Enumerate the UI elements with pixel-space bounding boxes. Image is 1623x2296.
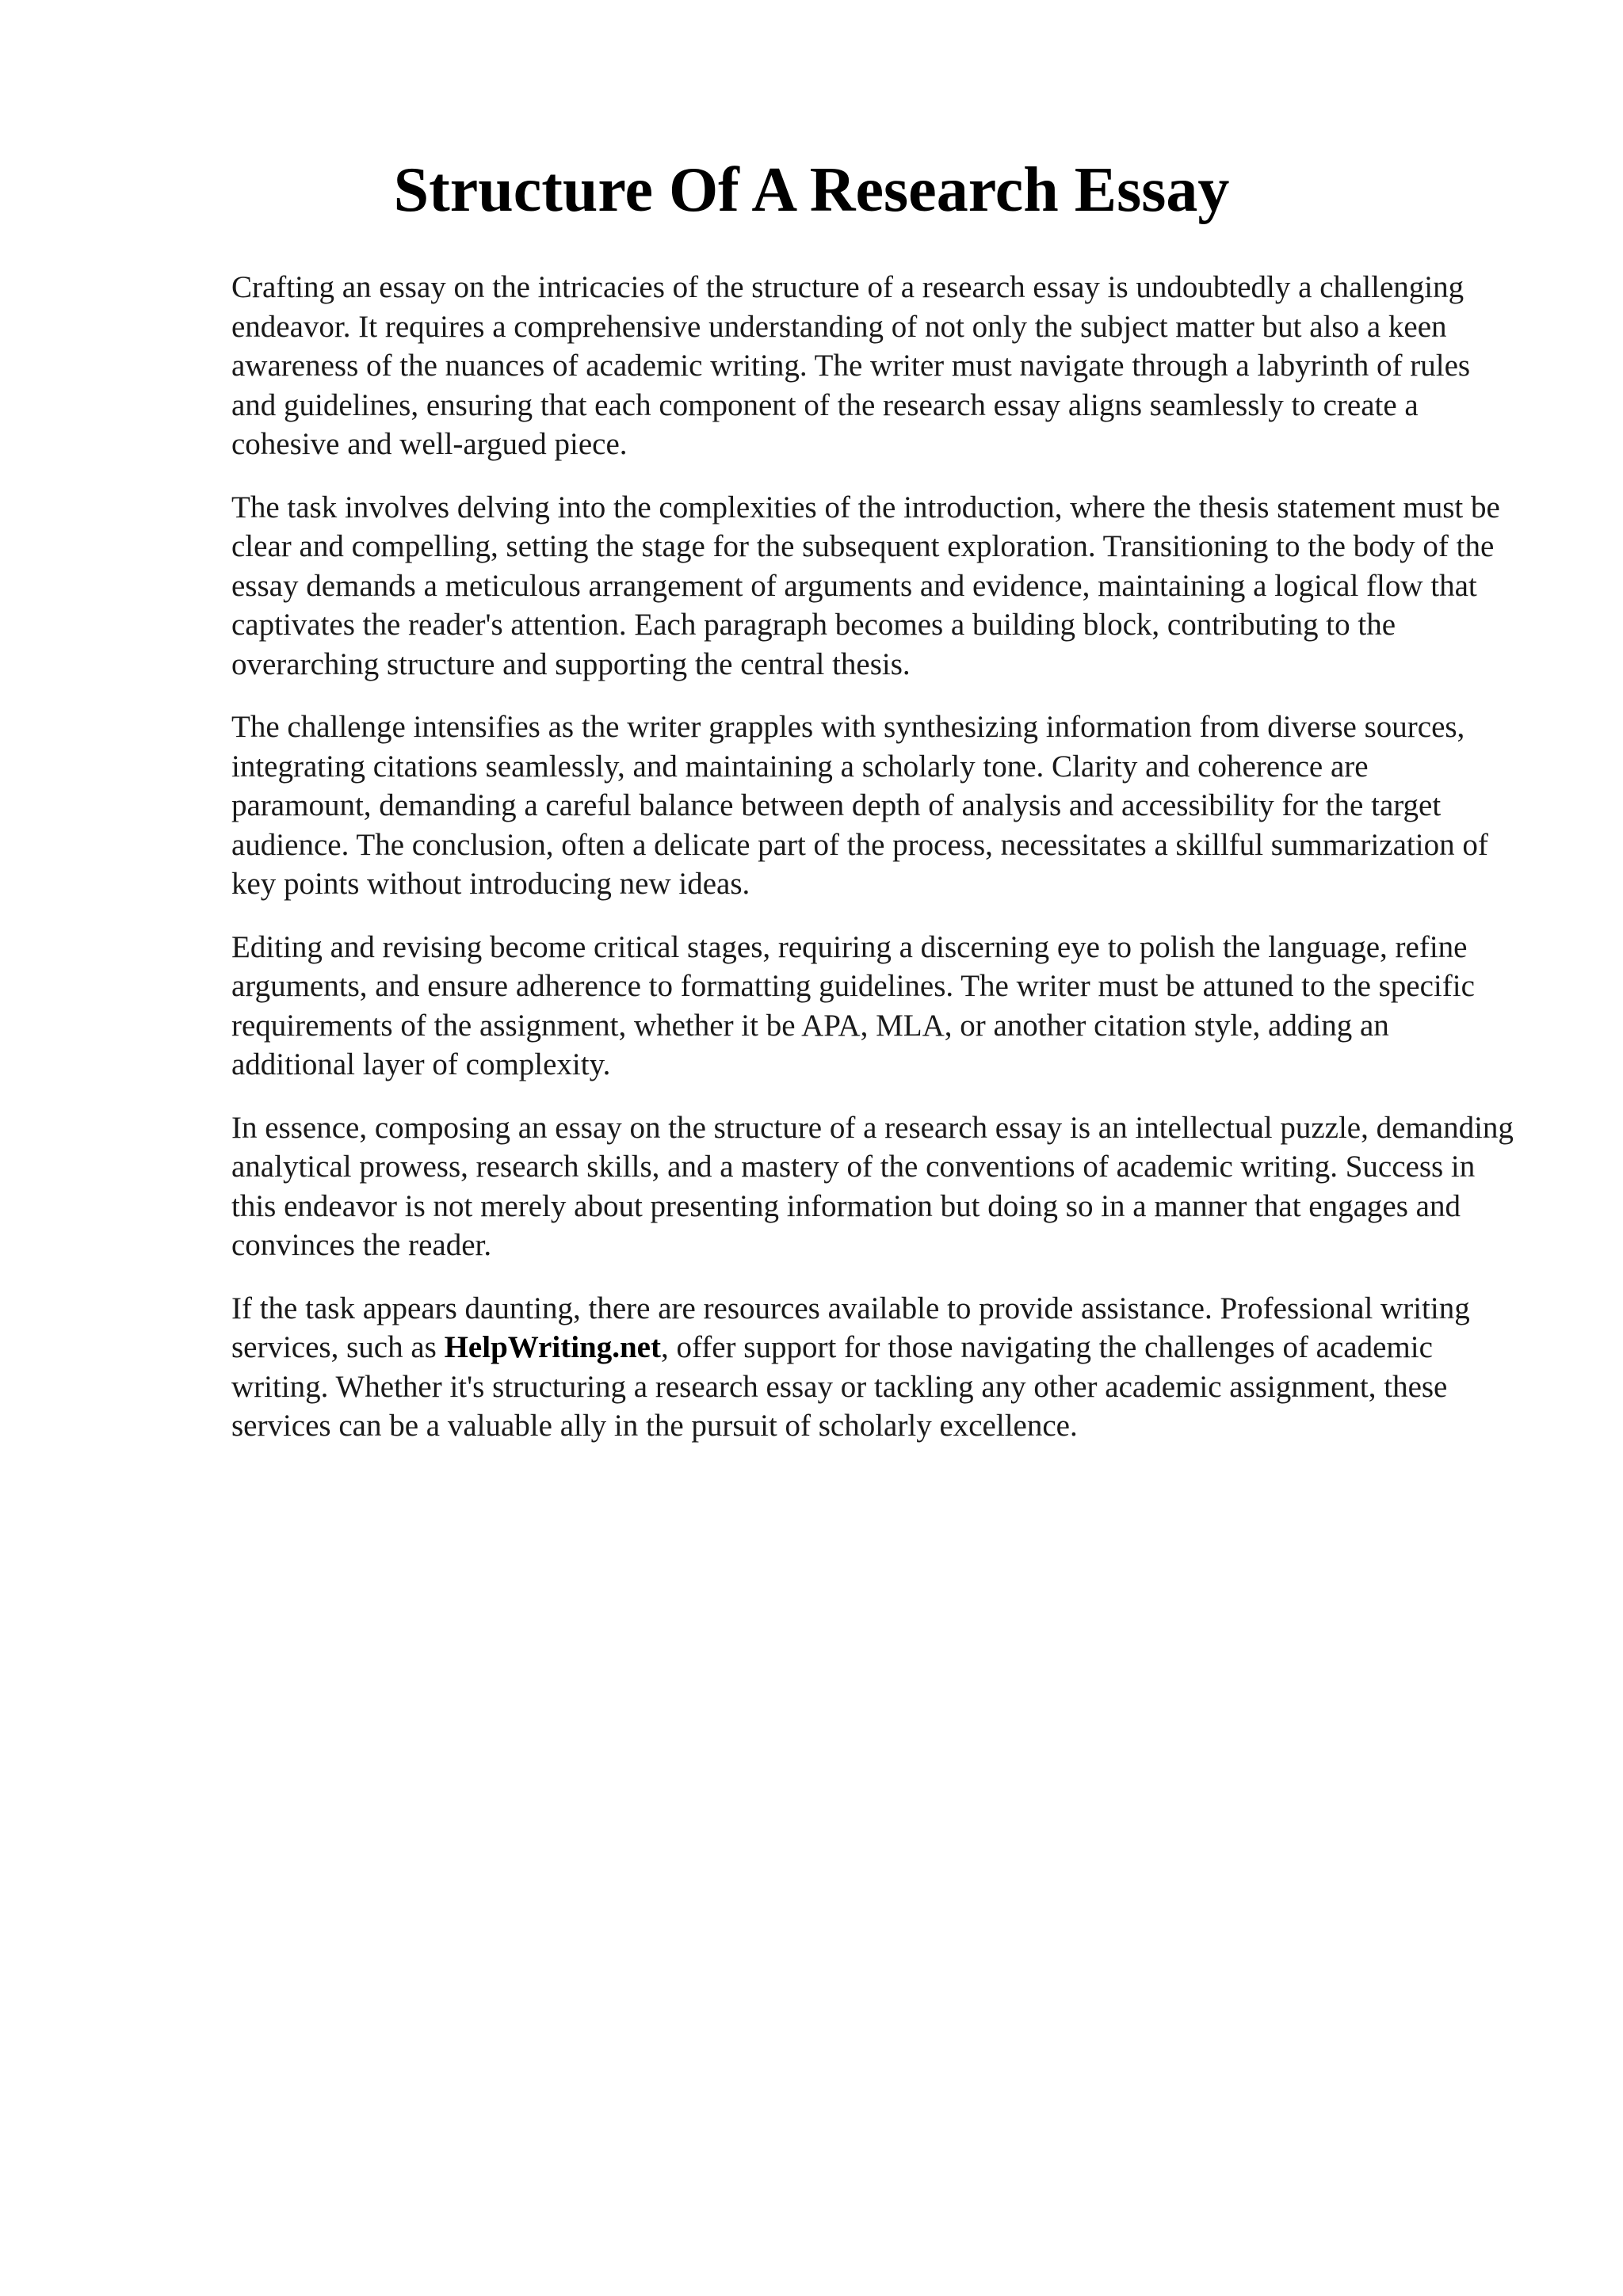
paragraph-2: The task involves delving into the complexities of the introduction, where the thesis statement must be clear and compelling, setting the stage for the subsequent exploration. Transitioning to the body of the essay demands a meticulous arrangement of arguments and evidence, maintaining a logical flow that captivates the reader's attention. Each paragraph becomes a building block, contributing to the overarching structure and supporting the central thesis.: [231, 490, 1500, 681]
paragraph-6-lead-text: If the task appears daunting, there are resources available to provide assistance. Professional writing services, such as: [231, 1291, 1470, 1364]
paragraph-6: [231, 1289, 1515, 1446]
paragraph-1: Crafting an essay on the intricacies of the structure of a research essay is undoubtedly a challenging endeavor. It requires a comprehensive understanding of not only the subject matter but also a keen awareness of the nuances of academic writing. The writer must navigate through a labyrinth of rules and guidelines, ensuring that each component of the research essay aligns seamlessly to create a cohesive and well-argued piece.: [231, 270, 1471, 461]
document-body: [231, 268, 1515, 1470]
helpwriting-link-text: HelpWriting.net: [444, 1330, 661, 1364]
paragraph-6-trail-text: , offer support for those navigating the challenges of academic writing. Whether it's structuring a research essay or tackling any other academic assignment, these services can be a valuable ally in the pursuit of scholarly excellence.: [231, 1330, 1448, 1443]
paragraph-3: The challenge intensifies as the writer grapples with synthesizing information from diverse sources, integrating citations seamlessly, and maintaining a scholarly tone. Clarity and coherence are paramount, demanding a careful balance between depth of analysis and accessibility for the target audience. The conclusion, often a delicate part of the process, necessitates a skillful summarization of key points without introducing new ideas.: [231, 710, 1488, 901]
document-title: Structure Of A Research Essay: [393, 155, 1230, 225]
paragraph-4: Editing and revising become critical stages, requiring a discerning eye to polish the language, refine arguments, and ensure adherence to formatting guidelines. The writer must be attuned to the specific requirements of the assignment, whether it be APA, MLA, or another citation style, adding an additional layer of complexity.: [231, 929, 1475, 1081]
paragraph-5: In essence, composing an essay on the structure of a research essay is an intellectual puzzle, demanding analytical prowess, research skills, and a mastery of the conventions of academic writing. Success in this endeavor is not merely about presenting information but doing so in a manner that engages and convinces the reader.: [231, 1110, 1514, 1262]
